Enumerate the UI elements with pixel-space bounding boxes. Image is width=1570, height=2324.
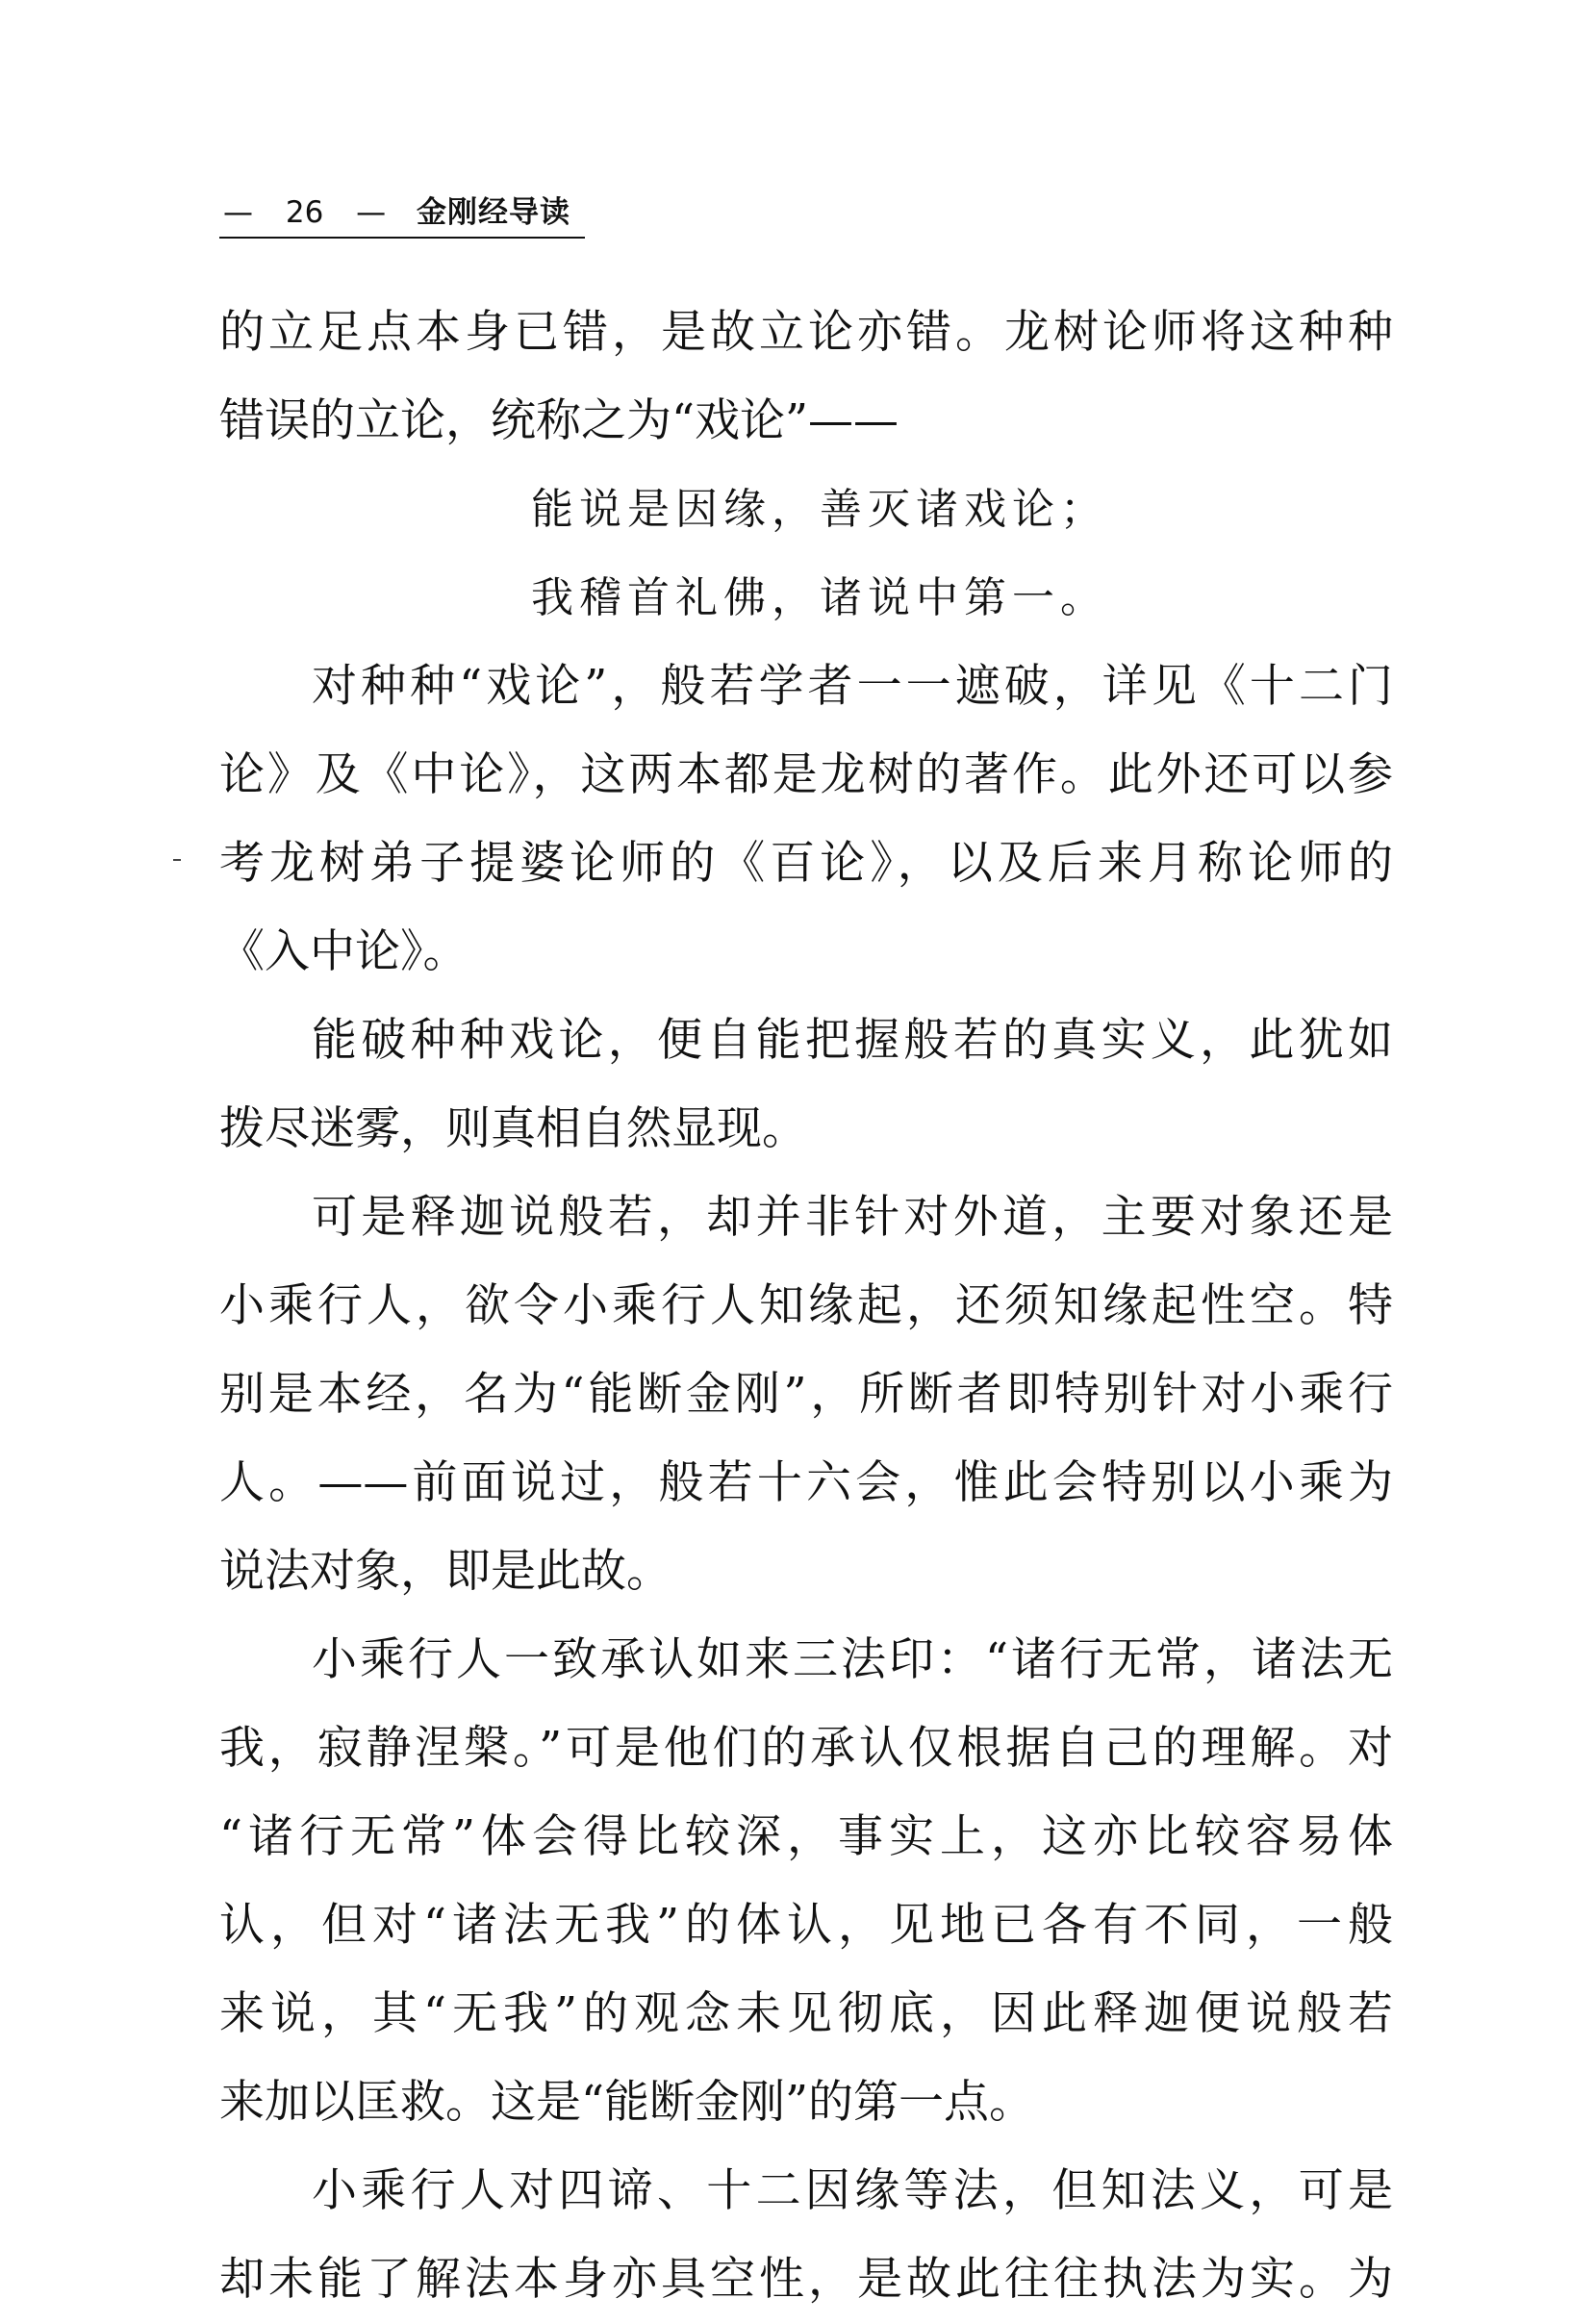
text-line: 的立足点本身已错，是故立论亦错。龙树论师将这种种 — [219, 306, 1393, 359]
text-line: “诸行无常”体会得比较深，事实上，这亦比较容易体 — [219, 1810, 1393, 1863]
page-number: 26 — [285, 195, 324, 230]
text-line: 小乘行人一致承认如来三法印：“诸行无常，诸法无 — [312, 1633, 1393, 1686]
text-line: 小乘行人，欲令小乘行人知缘起，还须知缘起性空。特 — [219, 1279, 1393, 1332]
body-text — [219, 289, 1393, 2324]
text-line: 《入中论》。 — [219, 925, 468, 978]
text-line: 别是本经，名为“能断金刚”，所断者即特别针对小乘行 — [219, 1368, 1393, 1421]
text-line: 来加以匡救。这是“能断金刚”的第一点。 — [219, 2076, 1035, 2129]
verse-line: 能说是因缘，善灭诸戏论； — [531, 485, 1108, 534]
text-line: 我，寂静涅槃。”可是他们的承认仅根据自己的理解。对 — [219, 1722, 1393, 1775]
text-line: 人。——前面说过，般若十六会，惟此会特别以小乘为 — [219, 1456, 1393, 1509]
header-dash-left: — — [223, 195, 253, 230]
text-line: 可是释迦说般若，却并非针对外道，主要对象还是 — [312, 1191, 1393, 1244]
header-dash-right: — — [356, 195, 387, 230]
text-line: 说法对象，即是此故。 — [219, 1545, 671, 1598]
margin-mark — [173, 859, 181, 861]
text-line: 拨尽迷雾，则真相自然显现。 — [219, 1102, 807, 1155]
header-rule — [219, 237, 585, 239]
text-line: 论》及《中论》，这两本都是龙树的著作。此外还可以参 — [219, 748, 1393, 801]
verse-line: 我稽首礼佛，诸说中第一。 — [531, 573, 1108, 622]
text-line: 能破种种戏论，便自能把握般若的真实义，此犹如 — [312, 1014, 1393, 1067]
text-line: 考龙树弟子提婆论师的《百论》，以及后来月称论师的 — [219, 837, 1393, 890]
text-line: 来说，其“无我”的观念未见彻底，因此释迦便说般若 — [219, 1987, 1393, 2040]
text-line: 错误的立论，统称之为“戏论”—— — [219, 394, 899, 447]
book-title: 金刚经导读 — [417, 195, 571, 230]
text-line: 对种种“戏论”，般若学者一一遮破，详见《十二门 — [312, 660, 1393, 713]
text-line: 认，但对“诸法无我”的体认，见地已各有不同，一般 — [219, 1899, 1393, 1952]
running-header — [223, 190, 800, 235]
text-line: 小乘行人对四谛、十二因缘等法，但知法义，可是 — [312, 2164, 1393, 2217]
text-line: 却未能了解法本身亦具空性，是故此往往执法为实。为 — [219, 2253, 1393, 2306]
